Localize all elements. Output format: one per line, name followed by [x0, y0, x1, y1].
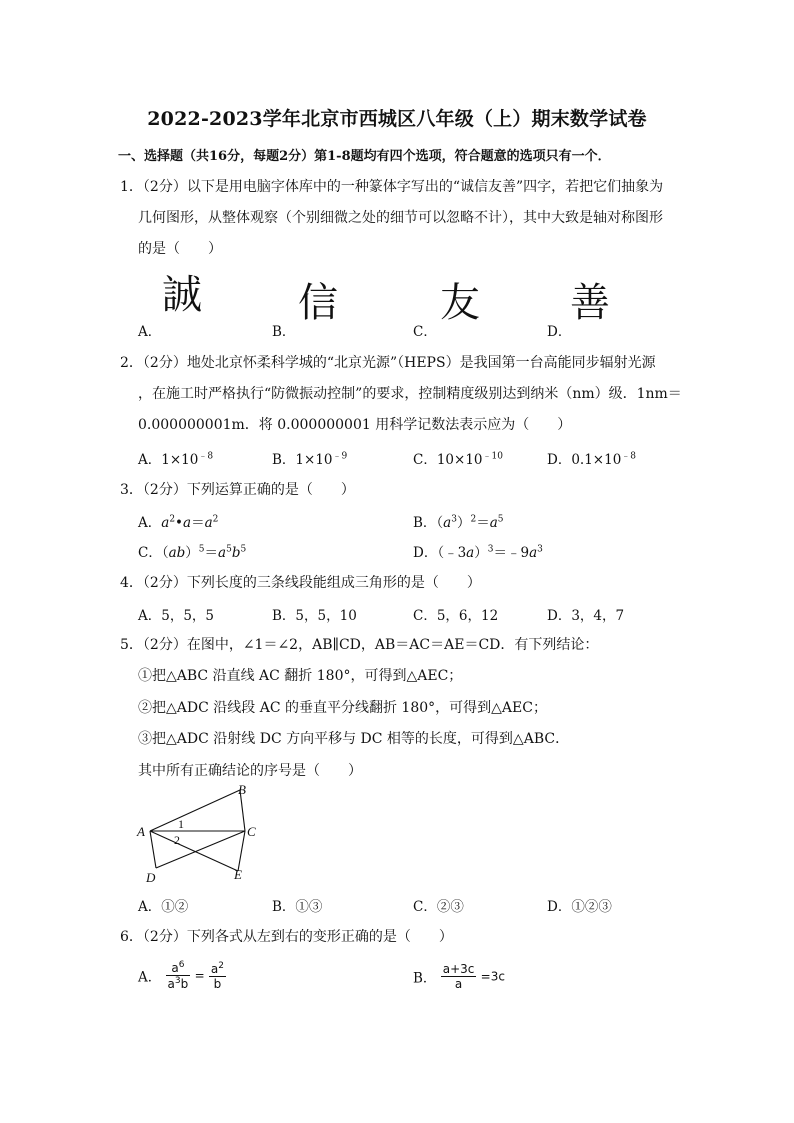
- angle-label-1: 1: [178, 817, 184, 831]
- point-label-b: B: [238, 782, 246, 797]
- q1-label-b: B．: [272, 324, 296, 340]
- angle-label-2: 2: [174, 833, 180, 847]
- q5-option-b: B．①③: [272, 899, 323, 915]
- q5-conclusion-3: ③把△ADC 沿射线 DC 方向平移与 DC 相等的长度，可得到△ABC．: [138, 731, 570, 747]
- q1-glyph-cheng: 誠: [162, 272, 202, 318]
- q5-question: 其中所有正确结论的序号是（ ）: [138, 763, 362, 779]
- point-label-e: E: [234, 867, 242, 882]
- segment-ab: [150, 790, 240, 831]
- q1-line3: 的是（ ）: [138, 241, 222, 257]
- q1-glyph-you: 友: [440, 280, 480, 326]
- q1-glyph-xin: 信: [298, 280, 338, 326]
- q1-label-a: A．: [138, 324, 162, 340]
- section-heading: 一、选择题（共16分，每题2分）第1-8题均有四个选项，符合题意的选项只有一个．: [118, 149, 611, 164]
- fraction-a6-over-a3b: $\frac{a^6}{a^3b}$: [167, 960, 189, 991]
- q5-conclusion-1: ①把△ABC 沿直线 AC 翻折 180°，可得到△AEC；: [138, 668, 463, 684]
- page-title: 2022-2023学年北京市西城区八年级（上）期末数学试卷: [147, 108, 647, 130]
- q1-line2: 几何图形，从整体观察（个别细微之处的细节可以忽略不计），其中大致是轴对称图形: [138, 210, 663, 226]
- segment-ce: [238, 831, 245, 871]
- q2-line1: 2．（2分）地处北京怀柔科学城的“北京光源”（HEPS）是我国第一台高能同步辐射光源: [120, 355, 656, 371]
- q6-stem: 6．（2分）下列各式从左到右的变形正确的是（ ）: [120, 929, 453, 945]
- q3-option-c: C．$(ab)^5=a^5b^5$: [138, 544, 247, 561]
- q4-option-d: D．3，4，7: [547, 608, 625, 624]
- q1-label-c: C．: [413, 324, 437, 340]
- point-label-d: D: [146, 870, 156, 885]
- point-label-a: A: [137, 824, 145, 839]
- q3-option-b: B．$(a^3)^2=a^5$: [413, 514, 504, 531]
- q4-option-c: C．5，6，12: [413, 608, 499, 624]
- q5-option-d: D．①②③: [547, 899, 612, 915]
- fraction-a2-over-b: $\frac{a^2}{b}$: [210, 960, 225, 991]
- q5-geometry-figure: [130, 782, 270, 890]
- q1-glyph-shan: 善: [570, 280, 610, 326]
- q5-option-a: A．①②: [138, 899, 189, 915]
- q5-option-c: C．②③: [413, 899, 464, 915]
- q1-line1: 1．（2分）以下是用电脑字体库中的一种篆体字写出的“诚信友善”四字，若把它们抽象为: [120, 179, 664, 195]
- q5-conclusion-2: ②把△ADC 沿线段 AC 的垂直平分线翻折 180°，可得到△AEC；: [138, 700, 547, 716]
- q2-line2: ，在施工时严格执行“防微振动控制”的要求，控制精度级别达到纳米（nm）级．1nm＝: [138, 386, 682, 402]
- q4-stem: 4．（2分）下列长度的三条线段能组成三角形的是（ ）: [120, 575, 481, 591]
- q6-option-b: B． $\frac{a+3c}{a}$ =3c: [413, 962, 505, 991]
- q5-stem: 5．（2分）在图中，∠1＝∠2，AB∥CD，AB＝AC＝AE＝CD．有下列结论：: [120, 637, 599, 653]
- fraction-a-plus-3c-over-a: $\frac{a+3c}{a}$: [442, 962, 475, 991]
- segment-dc: [156, 831, 245, 868]
- q2-line3: 0.000000001m．将 0.000000001 用科学记数法表示应为（ ）: [138, 417, 572, 433]
- q2-option-b: B．$1\times 10^{﹣9}$: [272, 451, 348, 468]
- q2-option-c: C．$10\times 10^{﹣10}$: [413, 451, 503, 468]
- q3-option-a: A．$a^2•a=a^2$: [138, 514, 219, 531]
- q1-label-d: D．: [547, 324, 572, 340]
- q4-option-a: A．5，5，5: [138, 608, 215, 624]
- q3-stem: 3．（2分）下列运算正确的是（ ）: [120, 482, 355, 498]
- segment-ad: [150, 831, 156, 868]
- q2-option-a: A．$1\times 10^{﹣8}$: [138, 451, 214, 468]
- q4-option-b: B．5，5，10: [272, 608, 357, 624]
- q2-option-d: D．$0.1\times 10^{﹣8}$: [547, 451, 637, 468]
- point-label-c: C: [247, 824, 256, 839]
- q6-option-a: A． $\frac{a^6}{a^3b}$ = $\frac{a^2}{b}$: [138, 960, 225, 991]
- q3-option-d: D．$(﹣3a)^3=﹣9a^3$: [413, 544, 543, 561]
